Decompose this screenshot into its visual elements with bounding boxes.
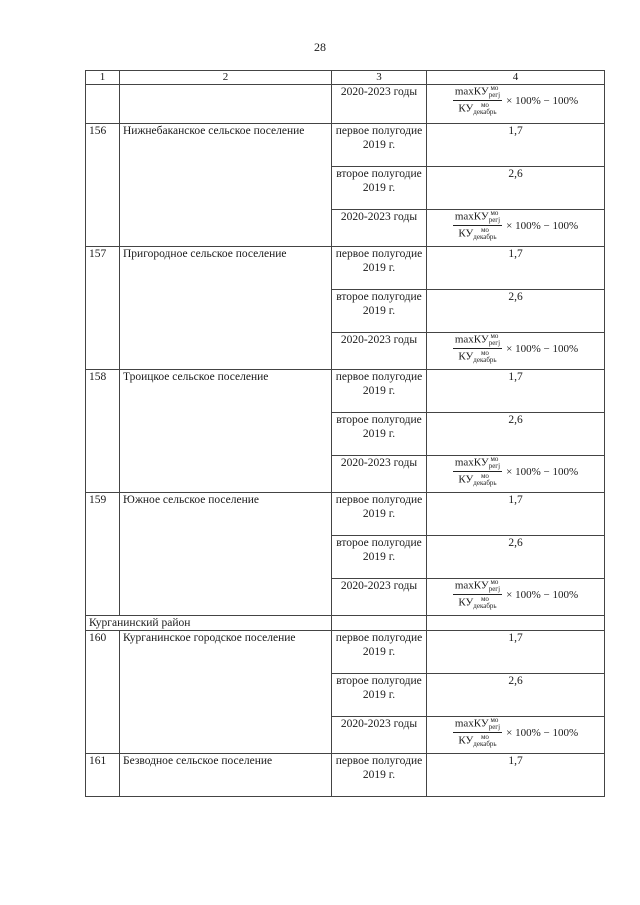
formula-fraction bbox=[453, 333, 502, 364]
period-cell: первое полугодие 2019 г. bbox=[332, 124, 427, 167]
formula-numerator: maxКУ мо peгj bbox=[454, 716, 501, 732]
header-col-4: 4 bbox=[427, 71, 605, 85]
coefficient-value: 1,7 bbox=[427, 370, 605, 413]
table-row bbox=[86, 247, 605, 290]
coefficient-value: 2,6 bbox=[427, 290, 605, 333]
formula-numerator: maxКУ мо peгj bbox=[454, 209, 501, 225]
formula-fraction bbox=[453, 717, 502, 748]
formula-tail: × 100% − 100% bbox=[506, 588, 579, 601]
table-row bbox=[86, 754, 605, 797]
row-number: 157 bbox=[86, 247, 120, 370]
period-cell: второе полугодие 2019 г. bbox=[332, 290, 427, 333]
period-cell: 2020-2023 годы bbox=[332, 579, 427, 616]
formula-numerator: maxКУ мо peгj bbox=[454, 578, 501, 594]
formula-denominator: КУ мо декабрь bbox=[458, 226, 497, 242]
table-row bbox=[86, 124, 605, 167]
formula-cell bbox=[427, 456, 605, 493]
coefficient-value: 2,6 bbox=[427, 413, 605, 456]
empty-cell bbox=[427, 616, 605, 631]
formula-cell bbox=[427, 333, 605, 370]
formula-denominator: КУ мо декабрь bbox=[458, 101, 497, 117]
settlement-name: Нижнебаканское сельское поселение bbox=[120, 124, 332, 247]
settlement-name: Курганинское городское поселение bbox=[120, 631, 332, 754]
formula-fraction bbox=[453, 210, 502, 241]
formula-tail: × 100% − 100% bbox=[506, 94, 579, 107]
formula-denominator: КУ мо декабрь bbox=[458, 595, 497, 611]
header-col-1: 1 bbox=[86, 71, 120, 85]
period-cell: второе полугодие 2019 г. bbox=[332, 167, 427, 210]
formula bbox=[453, 579, 578, 610]
table-row bbox=[86, 85, 605, 124]
formula-tail: × 100% − 100% bbox=[506, 219, 579, 232]
period-cell: 2020-2023 годы bbox=[332, 85, 427, 124]
row-number: 158 bbox=[86, 370, 120, 493]
period-cell: второе полугодие 2019 г. bbox=[332, 536, 427, 579]
table-row bbox=[86, 493, 605, 536]
row-number: 159 bbox=[86, 493, 120, 616]
row-number: 161 bbox=[86, 754, 120, 797]
district-name: Курганинский район bbox=[86, 616, 332, 631]
formula-denominator: КУ мо декабрь bbox=[458, 733, 497, 749]
formula-denominator: КУ мо декабрь bbox=[458, 472, 497, 488]
formula-fraction bbox=[453, 579, 502, 610]
formula-numerator: maxКУ мо peгj bbox=[454, 332, 501, 348]
formula-fraction bbox=[453, 456, 502, 487]
coefficient-value: 1,7 bbox=[427, 247, 605, 290]
settlement-name: Безводное сельское поселение bbox=[120, 754, 332, 797]
formula bbox=[453, 717, 578, 748]
district-row bbox=[86, 616, 605, 631]
name-cell bbox=[120, 85, 332, 124]
formula-cell bbox=[427, 210, 605, 247]
period-cell: первое полугодие 2019 г. bbox=[332, 370, 427, 413]
formula-tail: × 100% − 100% bbox=[506, 342, 579, 355]
formula-numerator: maxКУ мо peгj bbox=[454, 84, 501, 100]
table-header-row bbox=[86, 71, 605, 85]
formula bbox=[453, 85, 578, 116]
formula bbox=[453, 333, 578, 364]
formula bbox=[453, 210, 578, 241]
period-cell: первое полугодие 2019 г. bbox=[332, 493, 427, 536]
settlement-name: Пригородное сельское поселение bbox=[120, 247, 332, 370]
row-number: 160 bbox=[86, 631, 120, 754]
table-row bbox=[86, 631, 605, 674]
coefficient-value: 2,6 bbox=[427, 536, 605, 579]
period-cell: второе полугодие 2019 г. bbox=[332, 674, 427, 717]
formula-tail: × 100% − 100% bbox=[506, 726, 579, 739]
period-cell: 2020-2023 годы bbox=[332, 333, 427, 370]
header-col-2: 2 bbox=[120, 71, 332, 85]
table-row bbox=[86, 370, 605, 413]
period-cell: 2020-2023 годы bbox=[332, 456, 427, 493]
settlement-name: Троицкое сельское поселение bbox=[120, 370, 332, 493]
empty-cell bbox=[332, 616, 427, 631]
formula-fraction bbox=[453, 85, 502, 116]
period-cell: второе полугодие 2019 г. bbox=[332, 413, 427, 456]
coefficient-value: 1,7 bbox=[427, 754, 605, 797]
coefficient-value: 2,6 bbox=[427, 674, 605, 717]
header-col-3: 3 bbox=[332, 71, 427, 85]
formula-denominator: КУ мо декабрь bbox=[458, 349, 497, 365]
formula-cell bbox=[427, 717, 605, 754]
row-number: 156 bbox=[86, 124, 120, 247]
formula-numerator: maxКУ мо peгj bbox=[454, 455, 501, 471]
num-cell bbox=[86, 85, 120, 124]
page-number: 28 bbox=[314, 40, 326, 54]
settlement-name: Южное сельское поселение bbox=[120, 493, 332, 616]
coefficient-value: 1,7 bbox=[427, 124, 605, 167]
period-cell: первое полугодие 2019 г. bbox=[332, 754, 427, 797]
tariff-table bbox=[85, 70, 605, 797]
formula-tail: × 100% − 100% bbox=[506, 465, 579, 478]
formula bbox=[453, 456, 578, 487]
period-cell: первое полугодие 2019 г. bbox=[332, 631, 427, 674]
formula-cell bbox=[427, 85, 605, 124]
coefficient-value: 1,7 bbox=[427, 631, 605, 674]
period-cell: 2020-2023 годы bbox=[332, 210, 427, 247]
formula-cell bbox=[427, 579, 605, 616]
coefficient-value: 2,6 bbox=[427, 167, 605, 210]
coefficient-value: 1,7 bbox=[427, 493, 605, 536]
period-cell: первое полугодие 2019 г. bbox=[332, 247, 427, 290]
period-cell: 2020-2023 годы bbox=[332, 717, 427, 754]
